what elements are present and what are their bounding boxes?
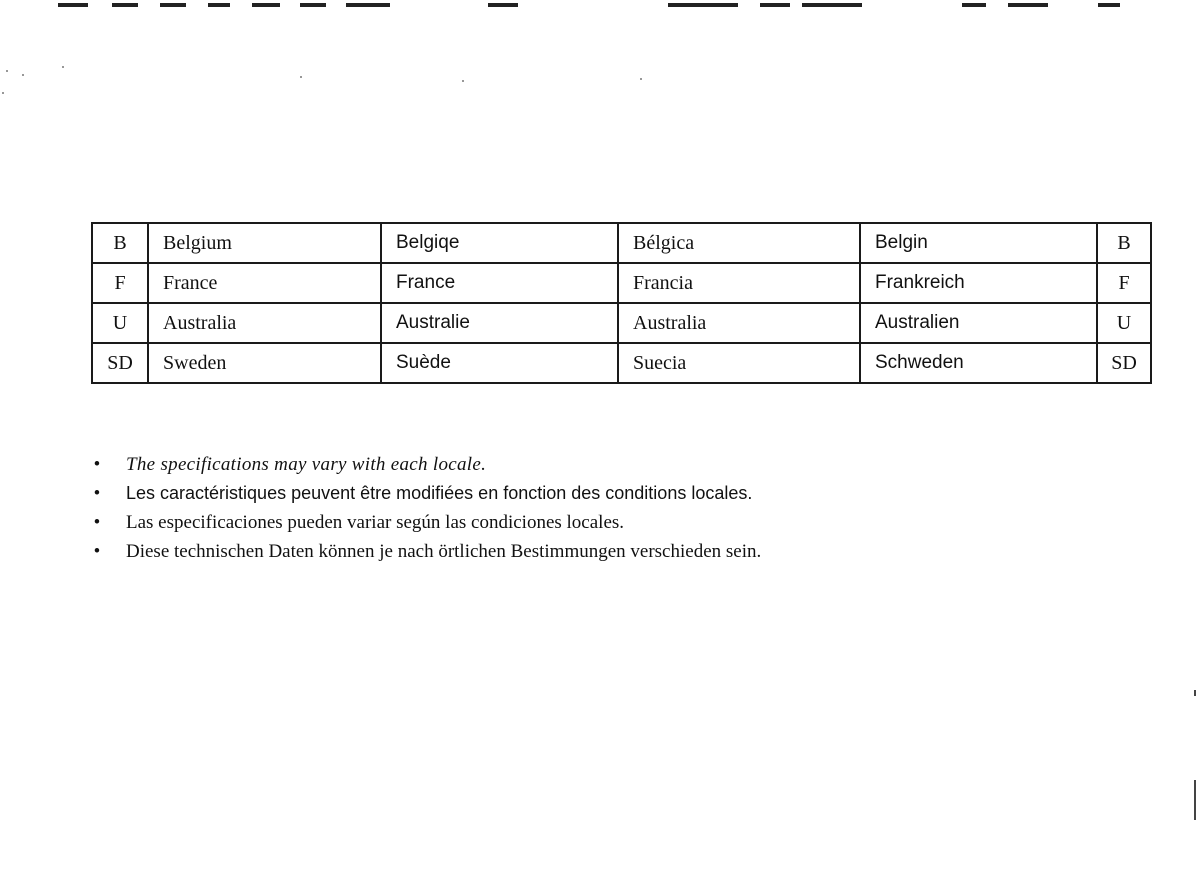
country-code-left: U	[92, 303, 148, 343]
scan-fragment	[962, 3, 986, 7]
country-name-german: Australien	[860, 303, 1097, 343]
scan-fragment	[252, 3, 280, 7]
note-french	[92, 479, 761, 508]
scan-edge-mark	[1194, 690, 1196, 696]
scan-fragment	[112, 3, 138, 7]
country-name-french: France	[381, 263, 618, 303]
scan-fragment	[668, 3, 738, 7]
scan-fragment	[58, 3, 88, 7]
scan-fragment	[1098, 3, 1120, 7]
table-row	[92, 343, 1151, 383]
scan-fragment	[300, 3, 326, 7]
country-name-french: Belgiqe	[381, 223, 618, 263]
scan-edge-mark	[1194, 780, 1196, 820]
country-code-left: SD	[92, 343, 148, 383]
note-text: The specifications may vary with each locale.	[126, 454, 487, 475]
country-name-spanish: Australia	[618, 303, 860, 343]
country-name-english: Belgium	[148, 223, 381, 263]
note-german	[92, 537, 761, 566]
country-code-left: B	[92, 223, 148, 263]
country-name-french: Australie	[381, 303, 618, 343]
table-row	[92, 263, 1151, 303]
bullet-icon: •	[93, 541, 101, 562]
specification-notes	[92, 450, 761, 566]
note-spanish	[92, 508, 761, 537]
country-name-spanish: Francia	[618, 263, 860, 303]
table-row	[92, 303, 1151, 343]
country-code-left: F	[92, 263, 148, 303]
scan-speck	[22, 74, 24, 76]
note-text: Diese technischen Daten können je nach örtlichen Bestimmungen verschieden sein.	[126, 541, 762, 562]
country-name-spanish: Bélgica	[618, 223, 860, 263]
bullet-icon: •	[93, 483, 101, 504]
scan-speck	[6, 70, 8, 72]
scan-fragment	[488, 3, 518, 7]
scan-fragment	[160, 3, 186, 7]
note-text: Las especificaciones pueden variar según las condiciones locales.	[126, 512, 625, 533]
country-code-right: SD	[1097, 343, 1151, 383]
country-name-german: Belgin	[860, 223, 1097, 263]
country-name-english: France	[148, 263, 381, 303]
note-text: Les caractéristiques peuvent être modifiées en fonction des conditions locales.	[126, 483, 753, 503]
scan-speck	[62, 66, 64, 68]
bullet-icon: •	[93, 512, 101, 533]
country-code-right: B	[1097, 223, 1151, 263]
country-name-english: Sweden	[148, 343, 381, 383]
scan-fragment	[346, 3, 390, 7]
scan-speck	[462, 80, 464, 82]
country-names-table	[91, 222, 1152, 384]
bullet-icon: •	[93, 454, 101, 475]
scan-fragment	[802, 3, 862, 7]
scan-speck	[300, 76, 302, 78]
country-code-right: F	[1097, 263, 1151, 303]
table-row	[92, 223, 1151, 263]
scan-speck	[2, 92, 4, 94]
country-name-english: Australia	[148, 303, 381, 343]
country-name-spanish: Suecia	[618, 343, 860, 383]
scan-fragment	[208, 3, 230, 7]
country-name-german: Frankreich	[860, 263, 1097, 303]
country-name-german: Schweden	[860, 343, 1097, 383]
scan-speck	[640, 78, 642, 80]
country-name-french: Suède	[381, 343, 618, 383]
scan-fragment	[760, 3, 790, 7]
scan-fragment	[1008, 3, 1048, 7]
note-english	[92, 450, 761, 479]
top-page-fragment	[0, 0, 1200, 14]
country-code-right: U	[1097, 303, 1151, 343]
